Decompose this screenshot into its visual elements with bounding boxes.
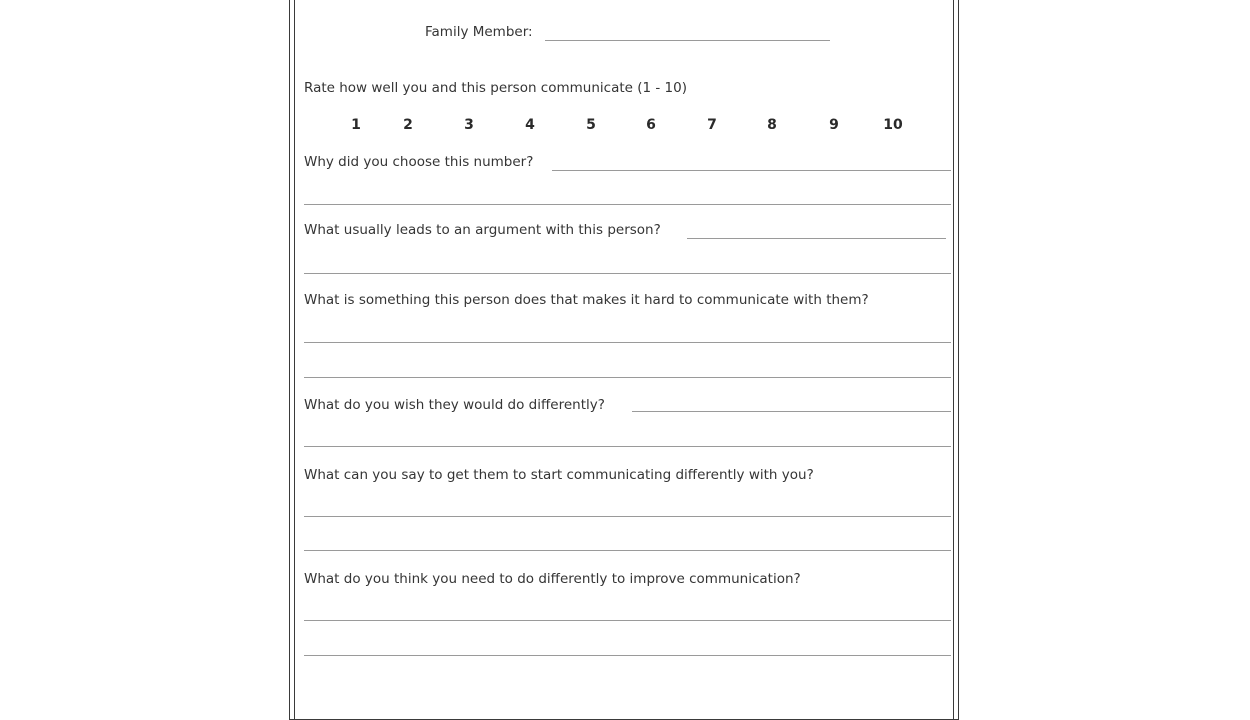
rating-option-7[interactable]: 7 [707, 117, 717, 133]
question-2-label: What usually leads to an argument with this person? [304, 222, 661, 238]
question-6-answer-line-2[interactable] [304, 655, 951, 656]
family-member-answer-line[interactable] [545, 40, 830, 41]
question-3-answer-line-2[interactable] [304, 377, 951, 378]
rating-option-6[interactable]: 6 [646, 117, 656, 133]
question-1-answer-line[interactable] [304, 204, 951, 205]
question-2-answer-line-inline[interactable] [687, 238, 946, 239]
rating-option-1[interactable]: 1 [351, 117, 361, 133]
question-4-label: What do you wish they would do differently? [304, 397, 605, 413]
rating-option-8[interactable]: 8 [767, 117, 777, 133]
rating-option-4[interactable]: 4 [525, 117, 535, 133]
question-2-answer-line[interactable] [304, 273, 951, 274]
question-4-answer-line-inline[interactable] [632, 411, 951, 412]
question-5-answer-line-1[interactable] [304, 516, 951, 517]
question-1-label: Why did you choose this number? [304, 154, 534, 170]
worksheet-inner-border [294, 0, 954, 719]
rating-prompt: Rate how well you and this person communicate (1 - 10) [304, 80, 687, 96]
rating-option-3[interactable]: 3 [464, 117, 474, 133]
rating-option-9[interactable]: 9 [829, 117, 839, 133]
question-3-answer-line-1[interactable] [304, 342, 951, 343]
rating-option-5[interactable]: 5 [586, 117, 596, 133]
question-5-answer-line-2[interactable] [304, 550, 951, 551]
question-6-label: What do you think you need to do differently to improve communication? [304, 571, 801, 587]
question-4-answer-line[interactable] [304, 446, 951, 447]
worksheet-page [289, 0, 959, 720]
rating-option-10[interactable]: 10 [883, 117, 903, 133]
question-5-label: What can you say to get them to start communicating differently with you? [304, 467, 814, 483]
question-1-answer-line-inline[interactable] [552, 170, 951, 171]
rating-option-2[interactable]: 2 [403, 117, 413, 133]
family-member-label: Family Member: [425, 24, 533, 40]
question-6-answer-line-1[interactable] [304, 620, 951, 621]
question-3-label: What is something this person does that makes it hard to communicate with them? [304, 292, 869, 308]
